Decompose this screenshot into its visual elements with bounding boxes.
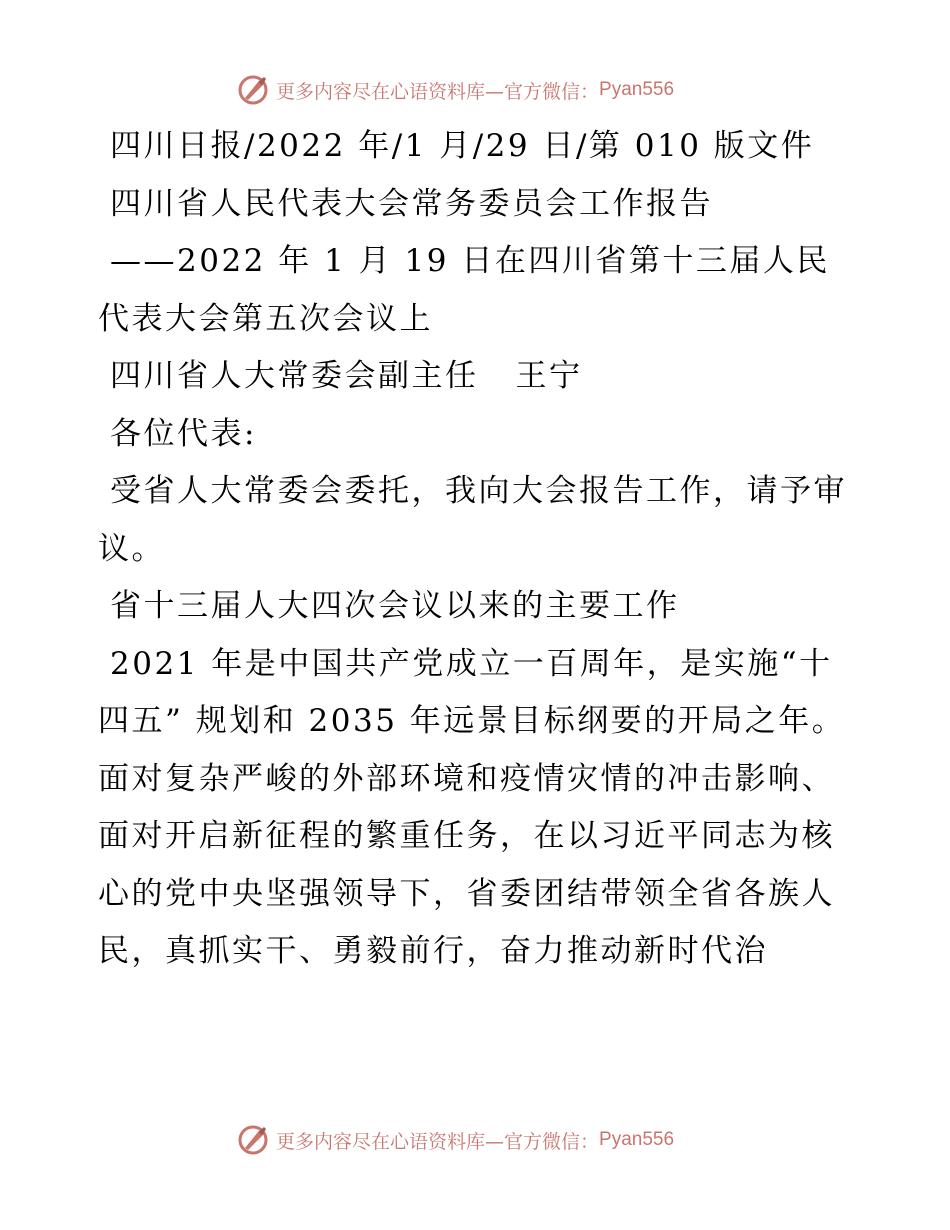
- pen-nib-circle-icon: [236, 73, 270, 107]
- paragraph-source-line: 四川日报/2022 年/1 月/29 日/第 010 版文件: [110, 128, 815, 164]
- paragraph-body: 2021 年是中国共产党成立一百周年，是实施“十四五” 规划和 2035 年远景目标纲要的开局之年。面对复杂严峻的外部环境和疫情灾情的冲击影响、面对开启新征程的繁重任务，在以习近平同志为核心的党中央坚强领导下，省委团结带领全省各族人民，真抓实干、勇毅前行，奋力推动新时代治: [98, 645, 846, 969]
- paragraph-section-heading: 省十三届人大四次会议以来的主要工作: [110, 588, 680, 624]
- paragraph-author: 四川省人大常委会副主任 王宁: [110, 358, 583, 394]
- paragraph-salutation: 各位代表:: [110, 415, 257, 452]
- watermark-account: Pyan556: [599, 79, 675, 100]
- watermark-text: 更多内容尽在心语资料库—官方微信：: [276, 1130, 600, 1153]
- watermark-text: 更多内容尽在心语资料库—官方微信：: [276, 80, 600, 103]
- watermark-header: [236, 72, 674, 108]
- document-body: [98, 118, 858, 981]
- pen-nib-circle-icon: [236, 1123, 270, 1157]
- paragraph-subtitle: ——2022 年 1 月 19 日在四川省第十三届人民代表大会第五次会议上: [98, 243, 830, 337]
- paragraph-report-title: 四川省人民代表大会常务委员会工作报告: [110, 185, 713, 222]
- paragraph-intro: 受省人大常委会委托，我向大会报告工作，请予审议。: [98, 473, 847, 567]
- watermark-footer: [236, 1122, 674, 1158]
- watermark-account: Pyan556: [599, 1129, 675, 1150]
